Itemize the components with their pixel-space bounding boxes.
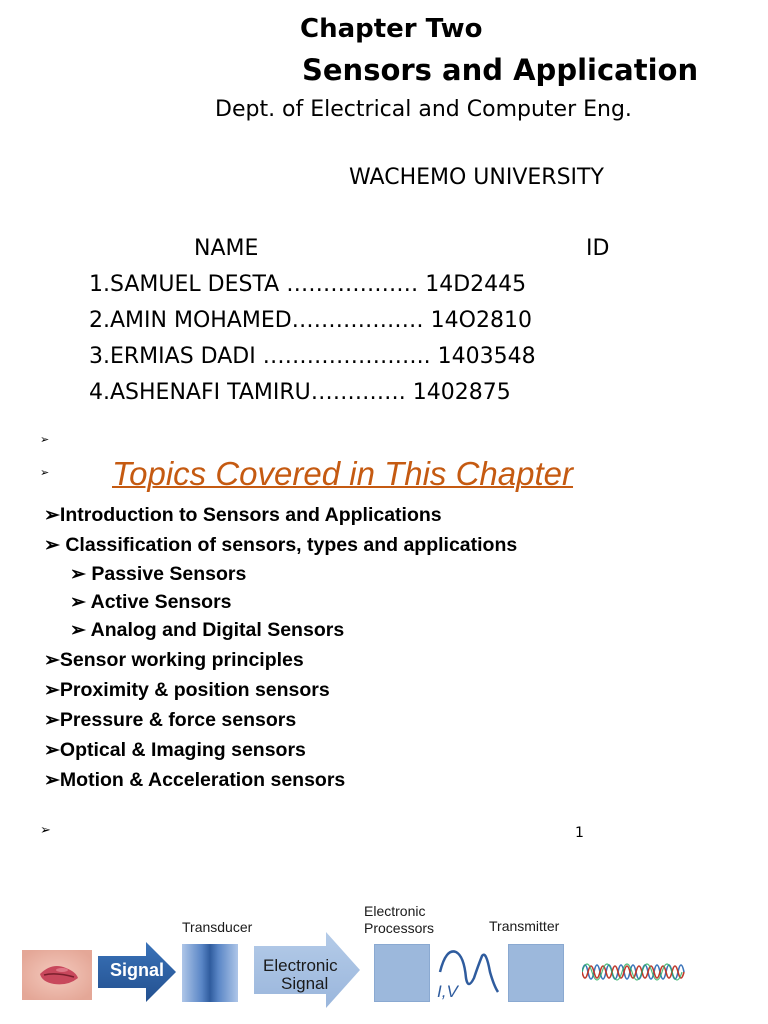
topic-item: ➢ Classification of sensors, types and applications: [44, 534, 518, 556]
empty-bullet-arrow: ➢: [40, 433, 50, 446]
topic-subitem: ➢ Active Sensors: [70, 591, 232, 613]
page-title: Sensors and Application: [302, 53, 699, 87]
transmitter-label: Transmitter: [489, 918, 560, 934]
topic-item: ➢Optical & Imaging sensors: [44, 739, 306, 761]
topic-item: ➢Proximity & position sensors: [44, 679, 330, 701]
bullet-arrow-icon: ➢: [44, 650, 60, 671]
member-row: 3.ERMIAS DADI ………………….. 1403548: [89, 344, 536, 369]
bullet-arrow-icon: ➢: [44, 505, 60, 526]
topics-heading: Topics Covered in This Chapter: [112, 455, 574, 492]
electronic-signal-label-line2: Signal: [281, 974, 329, 993]
member-row: 1.SAMUEL DESTA ……………… 14D2445: [89, 272, 527, 297]
name-column-header: NAME: [194, 236, 259, 261]
member-row: 4.ASHENAFI TAMIRU…………. 1402875: [89, 380, 511, 405]
signal-label: Signal: [110, 960, 165, 980]
topic-item: ➢Sensor working principles: [44, 649, 304, 671]
topic-item: ➢Pressure & force sensors: [44, 709, 297, 731]
transmitted-wave-icon: [582, 954, 688, 990]
transducer-label: Transducer: [182, 919, 253, 935]
bullet-arrow-icon: ➢: [70, 592, 86, 613]
bullet-arrow-icon: ➢: [44, 770, 60, 791]
transmitter-block: [508, 944, 564, 1002]
member-row: 2.AMIN MOHAMED……………… 14O2810: [89, 308, 532, 333]
sensor-chain-diagram: [0, 890, 768, 1024]
chapter-label: Chapter Two: [300, 14, 483, 44]
processors-label-line1: Electronic: [364, 903, 426, 919]
processor-block: [374, 944, 430, 1002]
iv-label: I,V: [437, 982, 458, 1001]
bullet-arrow-icon: ➢: [44, 740, 60, 761]
mouth-image-icon: [22, 950, 92, 1000]
electronic-signal-label-line1: Electronic: [263, 956, 338, 975]
page-number: 1: [575, 825, 584, 841]
university: WACHEMO UNIVERSITY: [349, 165, 604, 190]
id-column-header: ID: [586, 236, 610, 261]
transducer-block: [182, 944, 238, 1002]
bullet-arrow-icon: ➢: [70, 564, 86, 585]
bullet-arrow-icon: ➢: [44, 680, 60, 701]
topic-subitem: ➢ Passive Sensors: [70, 563, 247, 585]
bullet-arrow-icon: ➢: [44, 535, 60, 556]
department: Dept. of Electrical and Computer Eng.: [215, 97, 632, 122]
topic-item: ➢Introduction to Sensors and Applications: [44, 504, 442, 526]
topic-subitem: ➢ Analog and Digital Sensors: [70, 619, 345, 641]
processors-label-line2: Processors: [364, 920, 435, 936]
empty-bullet-arrow: ➢: [40, 823, 51, 838]
bullet-arrow-icon: ➢: [44, 710, 60, 731]
topic-item: ➢Motion & Acceleration sensors: [44, 769, 346, 791]
empty-bullet-arrow: ➢: [40, 466, 50, 479]
bullet-arrow-icon: ➢: [70, 620, 86, 641]
